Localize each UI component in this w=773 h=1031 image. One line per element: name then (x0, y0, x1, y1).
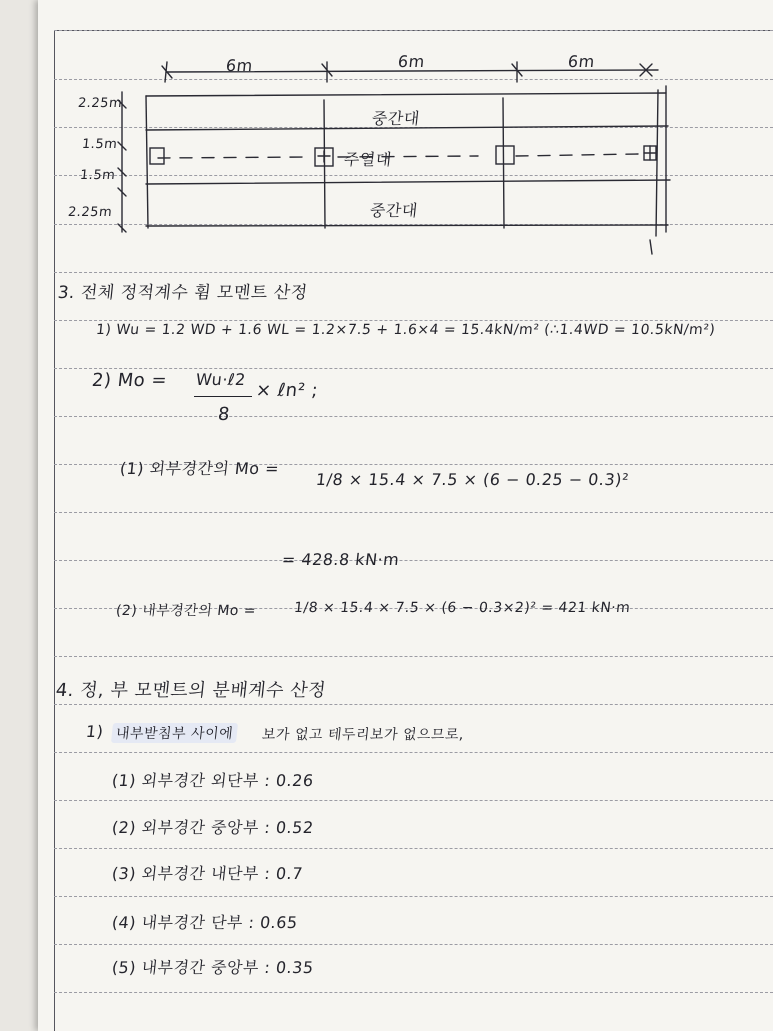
moment-formula-denominator: 8 (216, 404, 232, 425)
distribution-factor-item: (1) 외부경간 외단부 : 0.26 (110, 771, 315, 790)
slab-edge-right (656, 86, 666, 236)
ruled-line (54, 752, 773, 753)
distribution-factor-item: (5) 내부경간 중앙부 : 0.35 (110, 958, 315, 977)
distribution-factor-item: (2) 외부경간 중앙부 : 0.52 (110, 818, 315, 837)
interior-span-moment-expression: 1/8 × 15.4 × 7.5 × (6 − 0.3×2)² = 421 kN·m (293, 600, 632, 616)
span-label: 6m (397, 52, 426, 71)
moment-formula-suffix: × ℓn² ; (254, 380, 320, 401)
ruled-line (54, 656, 773, 657)
column-strip-centerline (158, 154, 638, 158)
factored-load-equation: 1) Wu = 1.2 WD + 1.6 WL = 1.2×7.5 + 1.6×4 = 15.4kN/m² (∴1.4WD = 10.5kN/m²) (95, 322, 717, 338)
ruled-line (54, 368, 773, 369)
ruled-line (54, 848, 773, 849)
span-label: 6m (225, 56, 254, 75)
interior-span-moment-label: (2) 내부경간의 Mo = (115, 603, 257, 619)
middle-strip-label: 중간대 (370, 109, 421, 128)
ruled-line (54, 512, 773, 513)
strip-width-label: 2.25m (67, 205, 113, 220)
distribution-factor-item: (4) 내부경간 단부 : 0.65 (110, 913, 299, 932)
dimension-tick (512, 62, 522, 82)
span-label: 6m (567, 52, 596, 71)
section4-title: 4. 정, 부 모멘트의 분배계수 산정 (54, 680, 328, 701)
column-line (324, 100, 325, 228)
strip-boundary (146, 180, 670, 184)
section4-item-number: 1) (85, 722, 105, 741)
exterior-span-moment-result: = 428.8 kN·m (281, 550, 401, 569)
exterior-span-moment-expression: 1/8 × 15.4 × 7.5 × (6 − 0.25 − 0.3)² (315, 470, 630, 489)
moment-formula-prefix: 2) Mo = (90, 370, 169, 391)
section4-intro: 보가 없고 테두리보가 없으므로, (261, 727, 465, 743)
ruled-line (54, 800, 773, 801)
fraction-bar (194, 396, 252, 397)
column-marker (644, 146, 656, 160)
slab-edge-top (146, 93, 666, 96)
column-marker (318, 151, 330, 162)
ruled-line (54, 704, 773, 705)
strip-width-label: 1.5m (79, 168, 117, 183)
ruled-line (54, 272, 773, 273)
highlighted-text: 내부받침부 사이에 (111, 723, 238, 743)
column-line (503, 98, 504, 228)
ruled-line (54, 992, 773, 993)
ruled-line (54, 416, 773, 417)
ruled-line (54, 320, 773, 321)
exterior-span-moment-label: (1) 외부경간의 Mo = (118, 459, 281, 478)
slab-edge-bottom (146, 225, 668, 226)
middle-strip-label: 중간대 (368, 201, 419, 220)
strip-width-label: 1.5m (81, 137, 119, 152)
ruled-line (54, 896, 773, 897)
column-marker (496, 146, 514, 164)
moment-formula-numerator: Wu·ℓ2 (195, 370, 247, 389)
column-strip-label: 주열대 (342, 150, 393, 169)
column-marker (150, 148, 164, 164)
strip-width-label: 2.25m (77, 96, 123, 111)
ruled-line (54, 944, 773, 945)
slab-edge-left (146, 96, 148, 228)
distribution-factor-item: (3) 외부경간 내단부 : 0.7 (110, 864, 304, 883)
ruled-line (54, 560, 773, 561)
section3-title: 3. 전체 정적계수 휨 모멘트 산정 (56, 283, 309, 303)
